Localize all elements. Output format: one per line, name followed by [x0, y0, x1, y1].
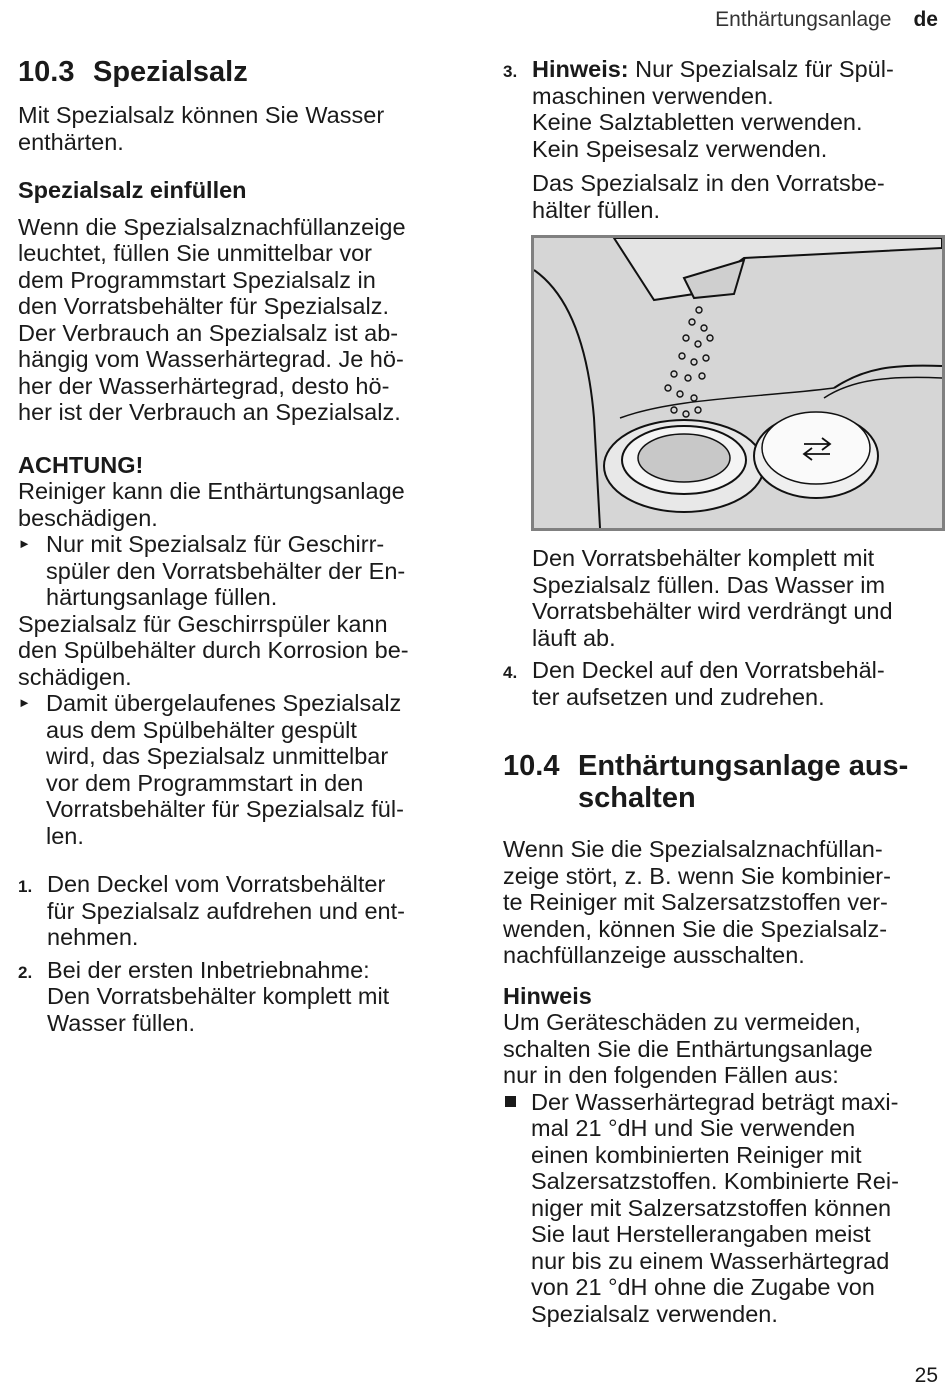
section-10-4-paragraph: Wenn Sie die Spezialsalznachfüllan- zeige stört, z. B. wenn Sie kombinier- te Reiniger mit Salzersatzstoffen ver- wenden, können Sie die Spezialsalz- nachfüllanzeige ausschalten.	[503, 836, 891, 968]
salt-container-drawing	[534, 238, 942, 528]
section-10-3-heading	[18, 56, 458, 88]
header-section-title: Enthärtungsanlage	[715, 8, 892, 31]
warning-bullet-1: ► Nur mit Spezialsalz für Geschirr- spüler den Vorratsbehälter der En- härtungsanlage füllen.	[18, 531, 406, 610]
warning-text: Reiniger kann die Enthärtungsanlage beschädigen.	[18, 478, 405, 531]
salt-refill-illustration	[531, 235, 945, 531]
left-column	[18, 56, 458, 1036]
section-title: Enthärtungsanlage aus-	[578, 750, 909, 782]
step-1: 1. Den Deckel vom Vorratsbehälter für Spezialsalz aufdrehen und ent- nehmen.	[18, 871, 405, 950]
triangle-bullet-icon: ►	[18, 536, 31, 551]
step-number: 2.	[18, 962, 33, 982]
fill-salt-paragraph: Wenn die Spezialsalznachfüllanzeige leuchtet, füllen Sie unmittelbar vor dem Programmstart Spezialsalz in den Vorratsbehälter für Spezialsalz. Der Verbrauch an Spezialsalz ist ab- hängig vom Wasserhärtegrad. Je hö- her der Wasserhärtegrad, desto hö- her ist der Verbrauch an Spezialsalz.	[18, 213, 406, 425]
square-bullet-icon	[505, 1096, 516, 1107]
note-title: Hinweis	[503, 982, 592, 1009]
step-number: 3.	[503, 62, 518, 81]
section-number: 10.3	[18, 56, 75, 88]
section-10-4-heading: 10.4 Enthärtungsanlage aus- schalten	[503, 750, 909, 814]
step-3-fill-text: Das Spezialsalz in den Vorratsbe- hälter füllen.	[532, 170, 885, 223]
section-number: 10.4	[503, 750, 560, 782]
warning-title: ACHTUNG!	[18, 451, 144, 478]
warning-bullet-2: ► Damit übergelaufenes Spezialsalz aus dem Spülbehälter gespült wird, das Spezialsalz unmittelbar vor dem Programmstart in den Vorratsbehälter für Spezialsalz fül- len.	[18, 690, 404, 849]
step-3-after-text: Den Vorratsbehälter komplett mit Spezialsalz füllen. Das Wasser im Vorratsbehälter wird verdrängt und läuft ab.	[532, 545, 893, 651]
page-number: 25	[914, 1364, 938, 1387]
step-3: 3. Hinweis: Nur Spezialsalz für Spül- maschinen verwenden. Keine Salztabletten verwenden. Kein Speisesalz verwenden.	[503, 56, 894, 162]
triangle-bullet-icon: ►	[18, 695, 31, 710]
note-bullet: Der Wasserhärtegrad beträgt maxi- mal 21 °dH und Sie verwenden einen kombinierten Reiniger mit Salzersatzstoffen. Kombinierte Rei- niger mit Salzersatzstoffen können Sie laut Herstellerangaben meist nur bis zu einem Wasserhärtegrad von 21 °dH ohne die Zugabe von Spezialsalz verwenden.	[503, 1089, 943, 1328]
warning-text-2: Spezialsalz für Geschirrspüler kann den Spülbehälter durch Korrosion be- schädigen.	[18, 610, 409, 690]
step-number: 4.	[503, 663, 518, 682]
right-column	[503, 56, 943, 1327]
intro-paragraph: Mit Spezialsalz können Sie Wasser enthärten.	[18, 102, 385, 155]
step-4: 4. Den Deckel auf den Vorratsbehäl- ter aufsetzen und zudrehen.	[503, 657, 885, 710]
note-label: Hinweis:	[532, 56, 629, 82]
note-text: Um Geräteschäden zu vermeiden, schalten Sie die Enthärtungsanlage nur in den folgenden Fällen aus:	[503, 1009, 873, 1088]
section-title: Spezialsalz	[93, 56, 248, 88]
step-2: 2. Bei der ersten Inbetriebnahme: Den Vorratsbehälter komplett mit Wasser füllen.	[18, 956, 390, 1036]
subheading-fill-salt: Spezialsalz einfüllen	[18, 177, 247, 203]
step-number: 1.	[18, 877, 33, 896]
running-header	[715, 8, 938, 32]
header-language: de	[913, 8, 938, 31]
